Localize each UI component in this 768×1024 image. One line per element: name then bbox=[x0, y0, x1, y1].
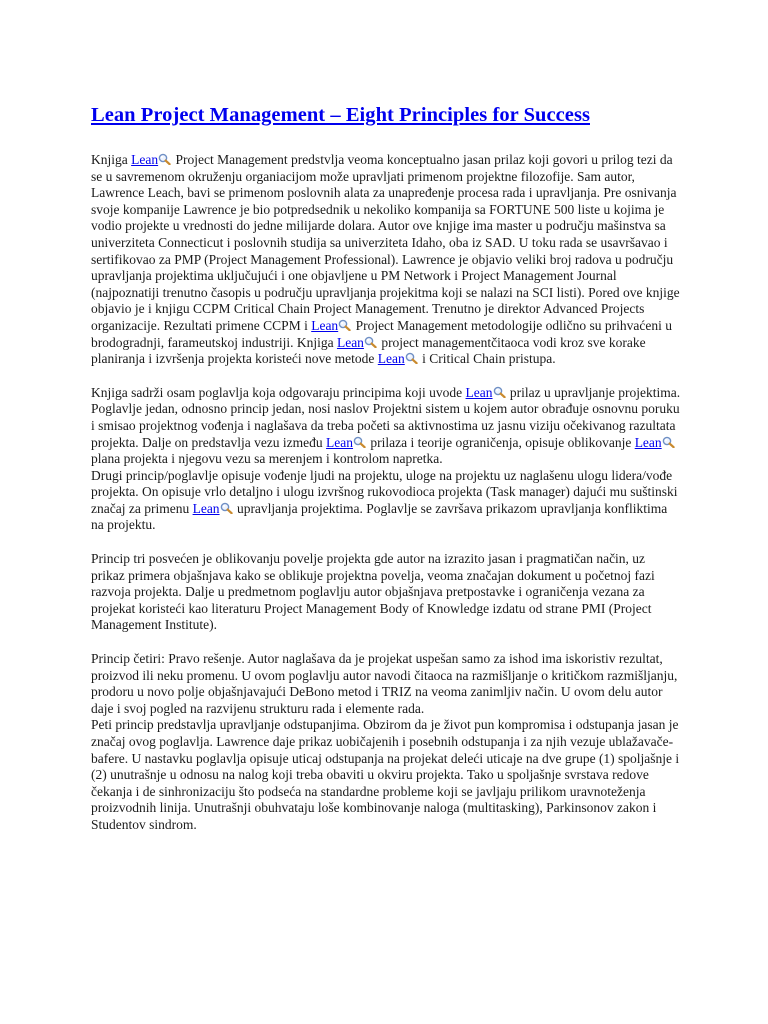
lean-keyword-text: Lean bbox=[192, 500, 220, 516]
paragraph-intro: Knjiga Lean Project Management predstvlja veoma konceptualno jasan prilaz koji govori u prilog tezi da se u savremenom okruženju organiacijom može upravljati primenom projektne filozofije. Sam autor, Lawrence Leach, bavi se primenom poslovnih alata za unapređenje procesa rada i upravljanja. Pre osnivanja svoje kompanije Lawrence je bio potpredsednik u nekoliko kompanija sa FORTUNE 500 liste u kojima je vodio projekte u vrednosti do jedne milijarde dolara. Autor ove knjige ima master u području mašinstva sa univerziteta Connecticut i poslovnih studija sa univerziteta Idaho, oba iz SAD. U toku rada se usavršavao i sertifikovao za PMP (Project Management Professional). Lawrence je objavio veliki broj radova u području upravljanja projektima uključujući i one objavljene u PM Network i Project Management Journal (najpoznatiji trenutno časopis u području upravljanja projekitma koji se nalazi na SCI listi). Pored ove knjige objavio je i knjigu CCPM Critical Chain Project Management. Trenutno je direktor Advanced Projects organizacije. Rezultati primene CCPM i Lean Project Management metodologije odlično su prihvaćeni u brodogradnji, farameutskoj industriji. Knjiga Lean project managementčitaoca vodi kroz sve korake planiranja i izvršenja projekta koristeći nove metode Lean i Critical Chain pristupa. bbox=[91, 152, 680, 367]
article bbox=[91, 100, 681, 834]
paragraph-gap bbox=[91, 534, 681, 551]
lean-keyword-link[interactable] bbox=[378, 351, 419, 366]
lean-keyword-link[interactable] bbox=[466, 385, 507, 400]
magnifier-icon bbox=[364, 336, 377, 348]
paragraph-principle-one: Knjiga sadrži osam poglavlja koja odgovaraju principima koji uvode Lean prilaz u upravljanje projektima. Poglavlje jedan, odnosno princip jedan, nosi naslov Projektni sistem u kojem autor obrađuje osnovnu poruku i smisao projektnog vođenja i naglašava da treba početi sa aktivnostima uz jasnu viziju očekivanog razultata projekta. Dalje on predstavlja vezu između Lean prilaza i teorije ograničenja, opisuje oblikovanje Lean plana projekta i njegovu vezu sa merenjem i kontrolom napretka. bbox=[91, 384, 681, 467]
lean-keyword-text: Lean bbox=[377, 351, 405, 367]
lean-keyword-link[interactable] bbox=[326, 435, 367, 450]
lean-keyword-link[interactable] bbox=[131, 152, 172, 167]
article-title bbox=[91, 100, 681, 130]
paragraph-gap bbox=[91, 634, 681, 651]
lean-keyword-text: Lean bbox=[326, 434, 354, 450]
lean-keyword-text: Lean bbox=[465, 384, 493, 400]
lean-keyword-link[interactable] bbox=[337, 335, 378, 350]
paragraph-principle-two: Drugi princip/poglavlje opisuje vođenje ljudi na projektu, uloge na projektu uz naglašenu ulogu lidera/vođe projekta. On opisuje vrlo detaljno i ulogu izvršnog rukovodioca projekta (Task manager) dajući mu suštinski značaj za primenu Lean upravljanja projektima. Poglavlje se završava prikazom upravljanja konfliktima na projektu. bbox=[91, 467, 678, 533]
lean-keyword-link[interactable] bbox=[193, 501, 234, 516]
lean-keyword-text: Lean bbox=[336, 334, 364, 350]
paragraph-gap bbox=[91, 368, 681, 385]
magnifier-icon bbox=[353, 436, 366, 448]
lean-keyword-link[interactable] bbox=[635, 435, 676, 450]
article-title-link[interactable]: Lean Project Management – Eight Principles for Success bbox=[91, 104, 590, 126]
magnifier-icon bbox=[220, 502, 233, 514]
magnifier-icon bbox=[158, 153, 171, 165]
lean-keyword-link[interactable] bbox=[311, 318, 352, 333]
paragraph-principle-five: Peti princip predstavlja upravljanje odstupanjima. Obzirom da je život pun kompromisa i odstupanja jasan je značaj ovog poglavlja. Lawrence daje prikaz uobičajenih i posebnih odstupanja i za njih vezuje ublažavače-bafere. U nastavku poglavlja opisuje uticaj odstupanja na projekat deleći uticaje na dve grupe (1) spoljašnje i (2) unutrašnje u odnosu na nalog koji treba obaviti u okviru projekta. Tako u spoljašnje svrstava redove čekanja i de sinhronizaciju što podseća na standardne probleme koji se javljaju prilikom uravnoteženja proizvodnih linija. Unutrašnji obuhvataju loše kombinovanje naloga (multitasking), Parkinsonov zakon i Studentov sindrom. bbox=[91, 717, 680, 832]
magnifier-icon bbox=[405, 352, 418, 364]
lean-keyword-text: Lean bbox=[634, 434, 662, 450]
magnifier-icon bbox=[338, 319, 351, 331]
paragraph-principle-three: Princip tri posvećen je oblikovanju povelje projekta gde autor na izrazito jasan i pragmatičan način, uz prikaz primera objašnjava kako se oblikuje projektna povelja, veoma značajan dokument u početnoj fazi razvoja projekta. Dalje u predmetnom poglavlju autor objašnjava pretpostavke i ograničenja vezana za projekat koristeći kao literaturu Project Management Body of Knowledge izdatu od strane PMI (Project Management Institute). bbox=[91, 551, 655, 633]
lean-keyword-text: Lean bbox=[311, 317, 339, 333]
magnifier-icon bbox=[493, 386, 506, 398]
lean-keyword-text: Lean bbox=[131, 152, 159, 167]
paragraph-principle-four: Princip četiri: Pravo rešenje. Autor naglašava da je projekat uspešan samo za ishod ima iskoristiv rezultat, proizvod ili neku promenu. U ovom poglavlju autor navodi čitaoca na razmišljanje o kritičkom razmišljanju, prodoru u novo polje objašnjavajući DeBono metod i TRIZ na veoma zanimljiv način. U ovom delu autor daje i svoj pogled na razvijenu strukturu rada i elemente rada. bbox=[91, 651, 678, 716]
magnifier-icon bbox=[662, 436, 675, 448]
